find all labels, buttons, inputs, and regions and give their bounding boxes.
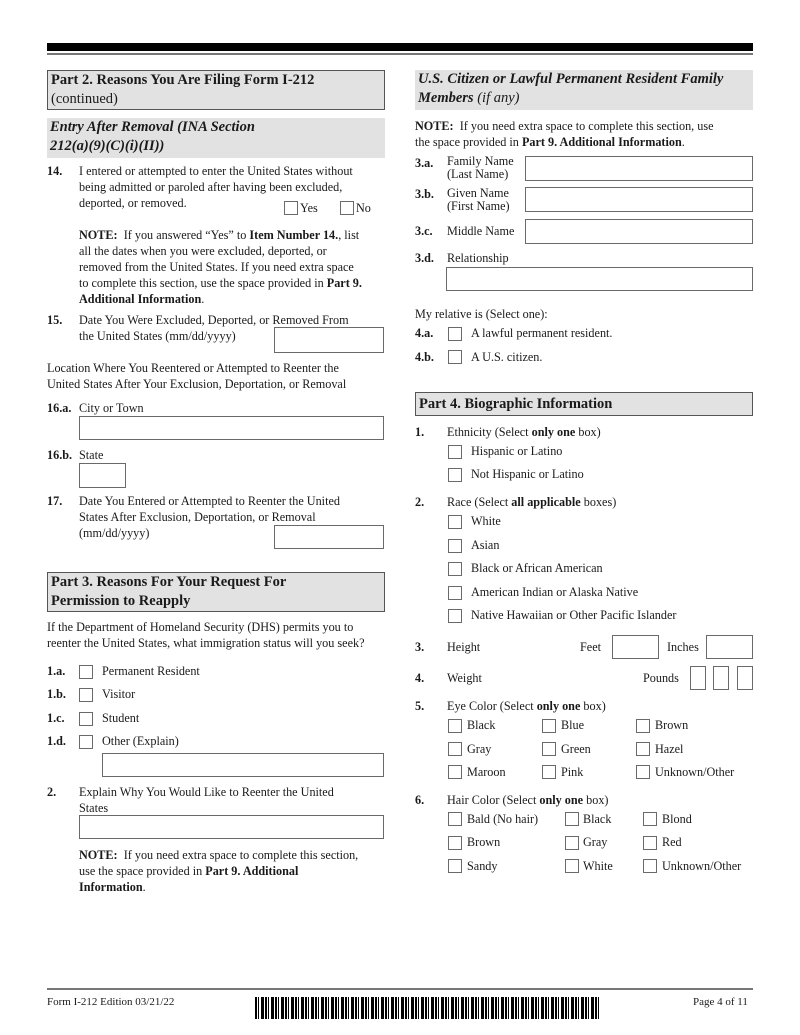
q2-text-1: Explain Why You Would Like to Reenter the United: [79, 785, 334, 799]
weight-label: Weight: [447, 671, 482, 685]
q14-text-1: I entered or attempted to enter the United States without: [79, 164, 353, 178]
family-members-header: [415, 70, 753, 110]
note-ref: Additional Information: [79, 292, 202, 306]
part4-title: Part 4. Biographic Information: [419, 396, 613, 412]
eye-green-checkbox[interactable]: [542, 742, 556, 756]
page-number: Page 4 of 11: [693, 996, 748, 1008]
lawful-permanent-resident-label: A lawful permanent resident.: [471, 326, 613, 340]
part4-header: [415, 392, 753, 416]
hair-sandy-label: Sandy: [467, 859, 498, 873]
height-inches-input[interactable]: [706, 635, 753, 659]
hair-brown-label: Brown: [467, 835, 501, 849]
q16b-number: 16.b.: [47, 448, 73, 462]
part2-header: [47, 70, 385, 110]
race-black-label: Black or African American: [471, 561, 603, 575]
q14-number: 14.: [47, 164, 63, 178]
q16b-label: State: [79, 448, 104, 462]
city-or-town-input[interactable]: [79, 416, 384, 440]
q2-text-2: States: [79, 801, 109, 815]
hair-sandy-checkbox[interactable]: [448, 859, 462, 873]
hair-blond-label: Blond: [662, 812, 692, 826]
hair-bald-checkbox[interactable]: [448, 812, 462, 826]
hair-color-prompt: [447, 792, 608, 808]
note-text: If you need extra space to complete this section,: [123, 848, 359, 862]
note-label: NOTE:: [415, 119, 454, 133]
ethnicity-prompt: [447, 424, 601, 440]
field-3d-number: 3.d.: [415, 251, 434, 265]
eye-black-label: Black: [467, 718, 496, 732]
prompt-text: box): [575, 425, 601, 439]
q14-no-label: No: [356, 201, 371, 215]
lawful-permanent-resident-checkbox[interactable]: [448, 327, 462, 341]
prompt-text: Ethnicity (Select: [447, 425, 532, 439]
top-rule-thick: [47, 43, 753, 51]
subsection-line2: 212(a)(9)(C)(i)(II)): [50, 138, 165, 154]
location-text-2: United States After Your Exclusion, Deportation, or Removal: [47, 377, 347, 391]
height-label: Height: [447, 640, 481, 654]
eye-maroon-label: Maroon: [467, 765, 506, 779]
note-text: .: [681, 135, 685, 149]
eye-unknown-label: Unknown/Other: [655, 765, 735, 779]
note-ref: Part 9.: [326, 276, 362, 290]
prompt-text: boxes): [580, 495, 617, 509]
student-label: Student: [102, 711, 140, 725]
note-text: the space provided in: [415, 135, 522, 149]
hair-red-label: Red: [662, 835, 682, 849]
other-explain-input[interactable]: [102, 753, 384, 777]
subsection-line1: Entry After Removal (INA Section: [50, 119, 255, 135]
hair-color-number: 6.: [415, 793, 425, 807]
note-text: If you need extra space to complete this section, use: [459, 119, 714, 133]
q14-text-2: being admitted or paroled after having been excluded,: [79, 180, 343, 194]
weight-digit-1-input[interactable]: [690, 666, 706, 690]
top-rule-thin: [47, 53, 753, 55]
weight-digit-3-input[interactable]: [737, 666, 753, 690]
note-ref: Part 9. Additional Information: [521, 135, 682, 149]
part3-intro-2: reenter the United States, what immigration status will you seek?: [47, 636, 365, 650]
hair-unknown-label: Unknown/Other: [662, 859, 742, 873]
race-black-checkbox[interactable]: [448, 562, 462, 576]
q17-text-3: (mm/dd/yyyy): [79, 526, 150, 540]
q17-date-input[interactable]: [274, 525, 384, 549]
given-name-input[interactable]: [525, 187, 753, 212]
eye-brown-checkbox[interactable]: [636, 719, 650, 733]
family-name-sublabel: (Last Name): [447, 167, 509, 181]
family-title-2: Members: [418, 90, 474, 106]
middle-name-label: Middle Name: [447, 224, 515, 238]
note-text: .: [142, 880, 146, 894]
eye-color-number: 5.: [415, 699, 425, 713]
form-edition: Form I-212 Edition 03/21/22: [47, 996, 175, 1008]
hair-gray-label: Gray: [583, 835, 608, 849]
reenter-reason-input[interactable]: [79, 815, 384, 839]
note-text: to complete this section, use the space provided in: [79, 276, 327, 290]
entry-after-removal-header: [47, 118, 385, 158]
family-title-1: U.S. Citizen or Lawful Permanent Resident Family: [418, 71, 724, 87]
q15-text-2: the United States (mm/dd/yyyy): [79, 329, 236, 343]
hair-gray-checkbox[interactable]: [565, 836, 579, 850]
note-text: use the space provided in: [79, 864, 206, 878]
footer-rule: [47, 988, 753, 990]
field-3c-number: 3.c.: [415, 224, 433, 238]
eye-gray-label: Gray: [467, 742, 492, 756]
eye-gray-checkbox[interactable]: [448, 742, 462, 756]
feet-label: Feet: [580, 640, 601, 654]
eye-unknown-checkbox[interactable]: [636, 765, 650, 779]
location-text-1: Location Where You Reentered or Attempted to Reenter the: [47, 361, 339, 375]
race-pacific-islander-label: Native Hawaiian or Other Pacific Islander: [471, 608, 677, 622]
q14-yes-label: Yes: [300, 201, 318, 215]
eye-brown-label: Brown: [655, 718, 689, 732]
note-text: If you answered “Yes” to: [123, 228, 250, 242]
part3-header: [47, 572, 385, 612]
relationship-input[interactable]: [446, 267, 753, 291]
q17-text-2: States After Exclusion, Deportation, or Removal: [79, 510, 316, 524]
family-name-label: Family Name: [447, 154, 514, 168]
visitor-label: Visitor: [102, 687, 136, 701]
hair-unknown-checkbox[interactable]: [643, 859, 657, 873]
eye-maroon-checkbox[interactable]: [448, 765, 462, 779]
note-text: .: [201, 292, 205, 306]
other-checkbox[interactable]: [79, 735, 93, 749]
part3-title-2: Permission to Reapply: [51, 593, 191, 609]
hair-blond-checkbox[interactable]: [643, 812, 657, 826]
inches-label: Inches: [667, 640, 699, 654]
q14-note: [79, 227, 389, 307]
hair-brown-checkbox[interactable]: [448, 836, 462, 850]
family-name-input[interactable]: [525, 156, 753, 181]
relative-4b-number: 4.b.: [415, 350, 434, 364]
q17-number: 17.: [47, 494, 63, 508]
family-title-ifany: (if any): [473, 90, 520, 106]
eye-hazel-label: Hazel: [655, 742, 684, 756]
hispanic-label: Hispanic or Latino: [471, 444, 563, 458]
race-american-indian-label: American Indian or Alaska Native: [471, 585, 639, 599]
relationship-label: Relationship: [447, 251, 509, 265]
status-1a-number: 1.a.: [47, 664, 66, 678]
prompt-emphasis: only one: [539, 793, 584, 807]
note-ref: Item Number 14.: [249, 228, 339, 242]
prompt-emphasis: only one: [536, 699, 581, 713]
barcode: [255, 997, 600, 1019]
note-label: NOTE:: [79, 848, 118, 862]
eye-pink-label: Pink: [561, 765, 584, 779]
status-1c-number: 1.c.: [47, 711, 65, 725]
relative-prompt: My relative is (Select one):: [415, 307, 548, 321]
visitor-checkbox[interactable]: [79, 688, 93, 702]
part2-continued: (continued): [51, 91, 118, 107]
race-asian-checkbox[interactable]: [448, 539, 462, 553]
note-label: NOTE:: [79, 228, 118, 242]
race-prompt: [447, 494, 616, 510]
note-text: , list: [338, 228, 360, 242]
field-3b-number: 3.b.: [415, 187, 434, 201]
race-white-checkbox[interactable]: [448, 515, 462, 529]
eye-color-prompt: [447, 698, 606, 714]
q15-text-1: Date You Were Excluded, Deported, or Removed From: [79, 313, 349, 327]
weight-number: 4.: [415, 671, 425, 685]
prompt-emphasis: only one: [531, 425, 576, 439]
family-note: [415, 118, 760, 150]
part2-title: Part 2. Reasons You Are Filing Form I-212: [51, 72, 315, 88]
given-name-sublabel: (First Name): [447, 199, 510, 213]
state-input[interactable]: [79, 463, 126, 488]
eye-green-label: Green: [561, 742, 591, 756]
hair-white-label: White: [583, 859, 613, 873]
q2-note: [79, 847, 389, 895]
q14-text-3: deported, or removed.: [79, 196, 187, 210]
not-hispanic-label: Not Hispanic or Latino: [471, 467, 584, 481]
weight-digit-2-input[interactable]: [713, 666, 729, 690]
q16a-label: City or Town: [79, 401, 144, 415]
q15-date-input[interactable]: [274, 327, 384, 353]
q2-number: 2.: [47, 785, 57, 799]
prompt-text: Race (Select: [447, 495, 512, 509]
eye-pink-checkbox[interactable]: [542, 765, 556, 779]
eye-blue-checkbox[interactable]: [542, 719, 556, 733]
ethnicity-number: 1.: [415, 425, 425, 439]
eye-hazel-checkbox[interactable]: [636, 742, 650, 756]
middle-name-input[interactable]: [525, 219, 753, 244]
hair-black-label: Black: [583, 812, 612, 826]
pounds-label: Pounds: [643, 671, 679, 685]
height-number: 3.: [415, 640, 425, 654]
prompt-text: box): [580, 699, 606, 713]
eye-blue-label: Blue: [561, 718, 585, 732]
hair-bald-label: Bald (No hair): [467, 812, 539, 826]
eye-black-checkbox[interactable]: [448, 719, 462, 733]
field-3a-number: 3.a.: [415, 156, 434, 170]
q16a-number: 16.a.: [47, 401, 72, 415]
prompt-emphasis: all applicable: [511, 495, 581, 509]
race-american-indian-checkbox[interactable]: [448, 586, 462, 600]
q14-yes-checkbox[interactable]: [284, 201, 298, 215]
permanent-resident-label: Permanent Resident: [102, 664, 200, 678]
race-white-label: White: [471, 514, 501, 528]
note-ref: Information: [79, 880, 143, 894]
note-ref: Part 9. Additional: [205, 864, 299, 878]
student-checkbox[interactable]: [79, 712, 93, 726]
not-hispanic-checkbox[interactable]: [448, 468, 462, 482]
status-1d-number: 1.d.: [47, 734, 66, 748]
prompt-text: box): [583, 793, 609, 807]
part3-title-1: Part 3. Reasons For Your Request For: [51, 574, 287, 590]
hair-white-checkbox[interactable]: [565, 859, 579, 873]
q15-number: 15.: [47, 313, 63, 327]
height-feet-input[interactable]: [612, 635, 659, 659]
permanent-resident-checkbox[interactable]: [79, 665, 93, 679]
hair-black-checkbox[interactable]: [565, 812, 579, 826]
hispanic-checkbox[interactable]: [448, 445, 462, 459]
race-asian-label: Asian: [471, 538, 500, 552]
prompt-text: Hair Color (Select: [447, 793, 540, 807]
race-pacific-islander-checkbox[interactable]: [448, 609, 462, 623]
status-1b-number: 1.b.: [47, 687, 66, 701]
q17-text-1: Date You Entered or Attempted to Reenter the United: [79, 494, 340, 508]
us-citizen-label: A U.S. citizen.: [471, 350, 543, 364]
q14-no-checkbox[interactable]: [340, 201, 354, 215]
prompt-text: Eye Color (Select: [447, 699, 537, 713]
note-text: removed from the United States. If you need extra space: [79, 260, 354, 274]
other-label: Other (Explain): [102, 734, 179, 748]
note-text: all the dates when you were excluded, deported, or: [79, 244, 327, 258]
relative-4a-number: 4.a.: [415, 326, 434, 340]
us-citizen-checkbox[interactable]: [448, 350, 462, 364]
given-name-label: Given Name: [447, 186, 509, 200]
part3-intro-1: If the Department of Homeland Security (DHS) permits you to: [47, 620, 354, 634]
race-number: 2.: [415, 495, 425, 509]
hair-red-checkbox[interactable]: [643, 836, 657, 850]
